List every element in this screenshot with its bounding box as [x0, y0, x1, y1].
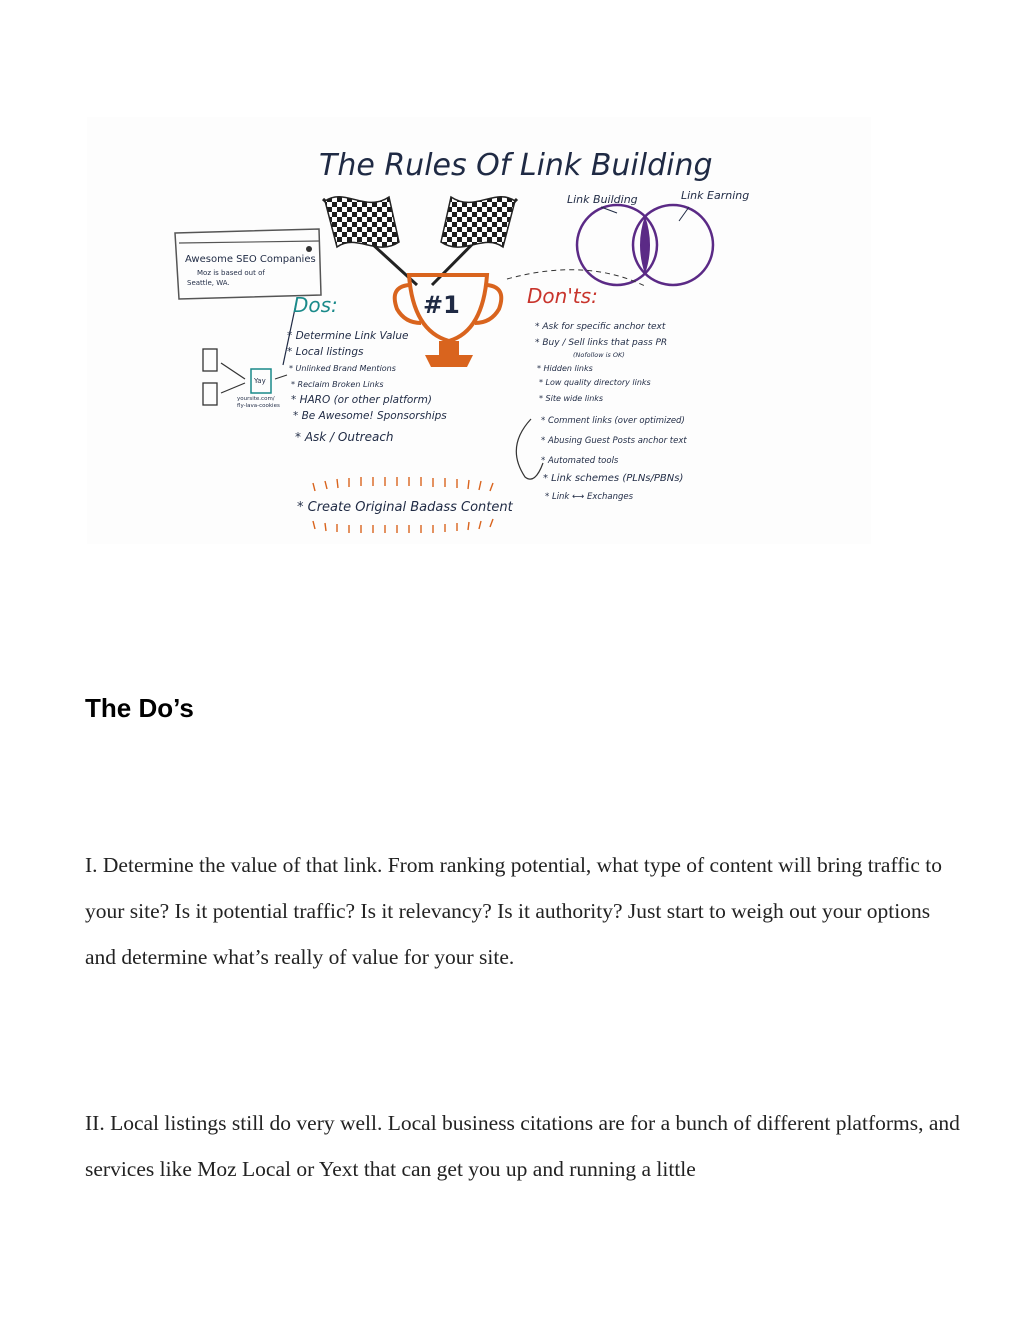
dos-item: * Unlinked Brand Mentions: [289, 364, 396, 373]
donts-item: * Link ⟷ Exchanges: [545, 492, 634, 502]
box-line2: Seattle, WA.: [187, 279, 230, 287]
donts-item: * Ask for specific anchor text: [535, 322, 666, 332]
donts-item: * Buy / Sell links that pass PR: [535, 338, 668, 348]
dos-item: * HARO (or other platform): [291, 394, 432, 406]
page-label: Yay: [254, 377, 266, 385]
dos-title: Dos:: [293, 293, 338, 317]
box-line1: Moz is based out of: [197, 269, 265, 277]
dos-item: * Local listings: [287, 346, 364, 358]
donts-item: * Low quality directory links: [539, 378, 651, 387]
whiteboard-illustration: [87, 117, 871, 544]
paragraph-1: I. Determine the value of that link. From ranking potential, what type of content will bring traffic to your site? Is it potential traffic? Is it relevancy? Is it authority? Just start to weigh out your options and determine what’s really of value for your site.: [85, 853, 942, 969]
dos-item: * Reclaim Broken Links: [291, 380, 384, 389]
donts-item: * Site wide links: [539, 394, 604, 403]
paragraph-2: II. Local listings still do very well. Local business citations are for a bunch of different platforms, and services like Moz Local or Yext that can get you up and running a little: [85, 1111, 960, 1181]
dos-item: * Determine Link Value: [287, 330, 409, 342]
url-label: yoursite.com/: [237, 396, 275, 402]
section-heading: The Do’s: [85, 693, 194, 723]
donts-item: (Nofollow is OK): [573, 351, 625, 359]
figure-title: The Rules Of Link Building: [319, 148, 713, 183]
trophy-label: #1: [423, 291, 460, 319]
dos-item: * Be Awesome! Sponsorships: [293, 410, 447, 422]
donts-item: * Automated tools: [541, 456, 619, 466]
dos-item: * Ask / Outreach: [295, 430, 394, 444]
donts-item: * Comment links (over optimized): [541, 416, 685, 426]
url-label-2: fly-lava-cookies: [237, 403, 280, 409]
donts-title: Don'ts:: [527, 284, 598, 308]
donts-item: * Link schemes (PLNs/PBNs): [543, 473, 684, 484]
venn-left-label: Link Building: [567, 193, 638, 206]
donts-item: * Abusing Guest Posts anchor text: [541, 436, 687, 446]
donts-item: * Hidden links: [537, 364, 593, 373]
box-title: Awesome SEO Companies: [185, 254, 316, 265]
badge-text: * Create Original Badass Content: [297, 500, 513, 515]
venn-right-label: Link Earning: [681, 189, 750, 202]
whiteboard-drawing: [87, 117, 871, 544]
